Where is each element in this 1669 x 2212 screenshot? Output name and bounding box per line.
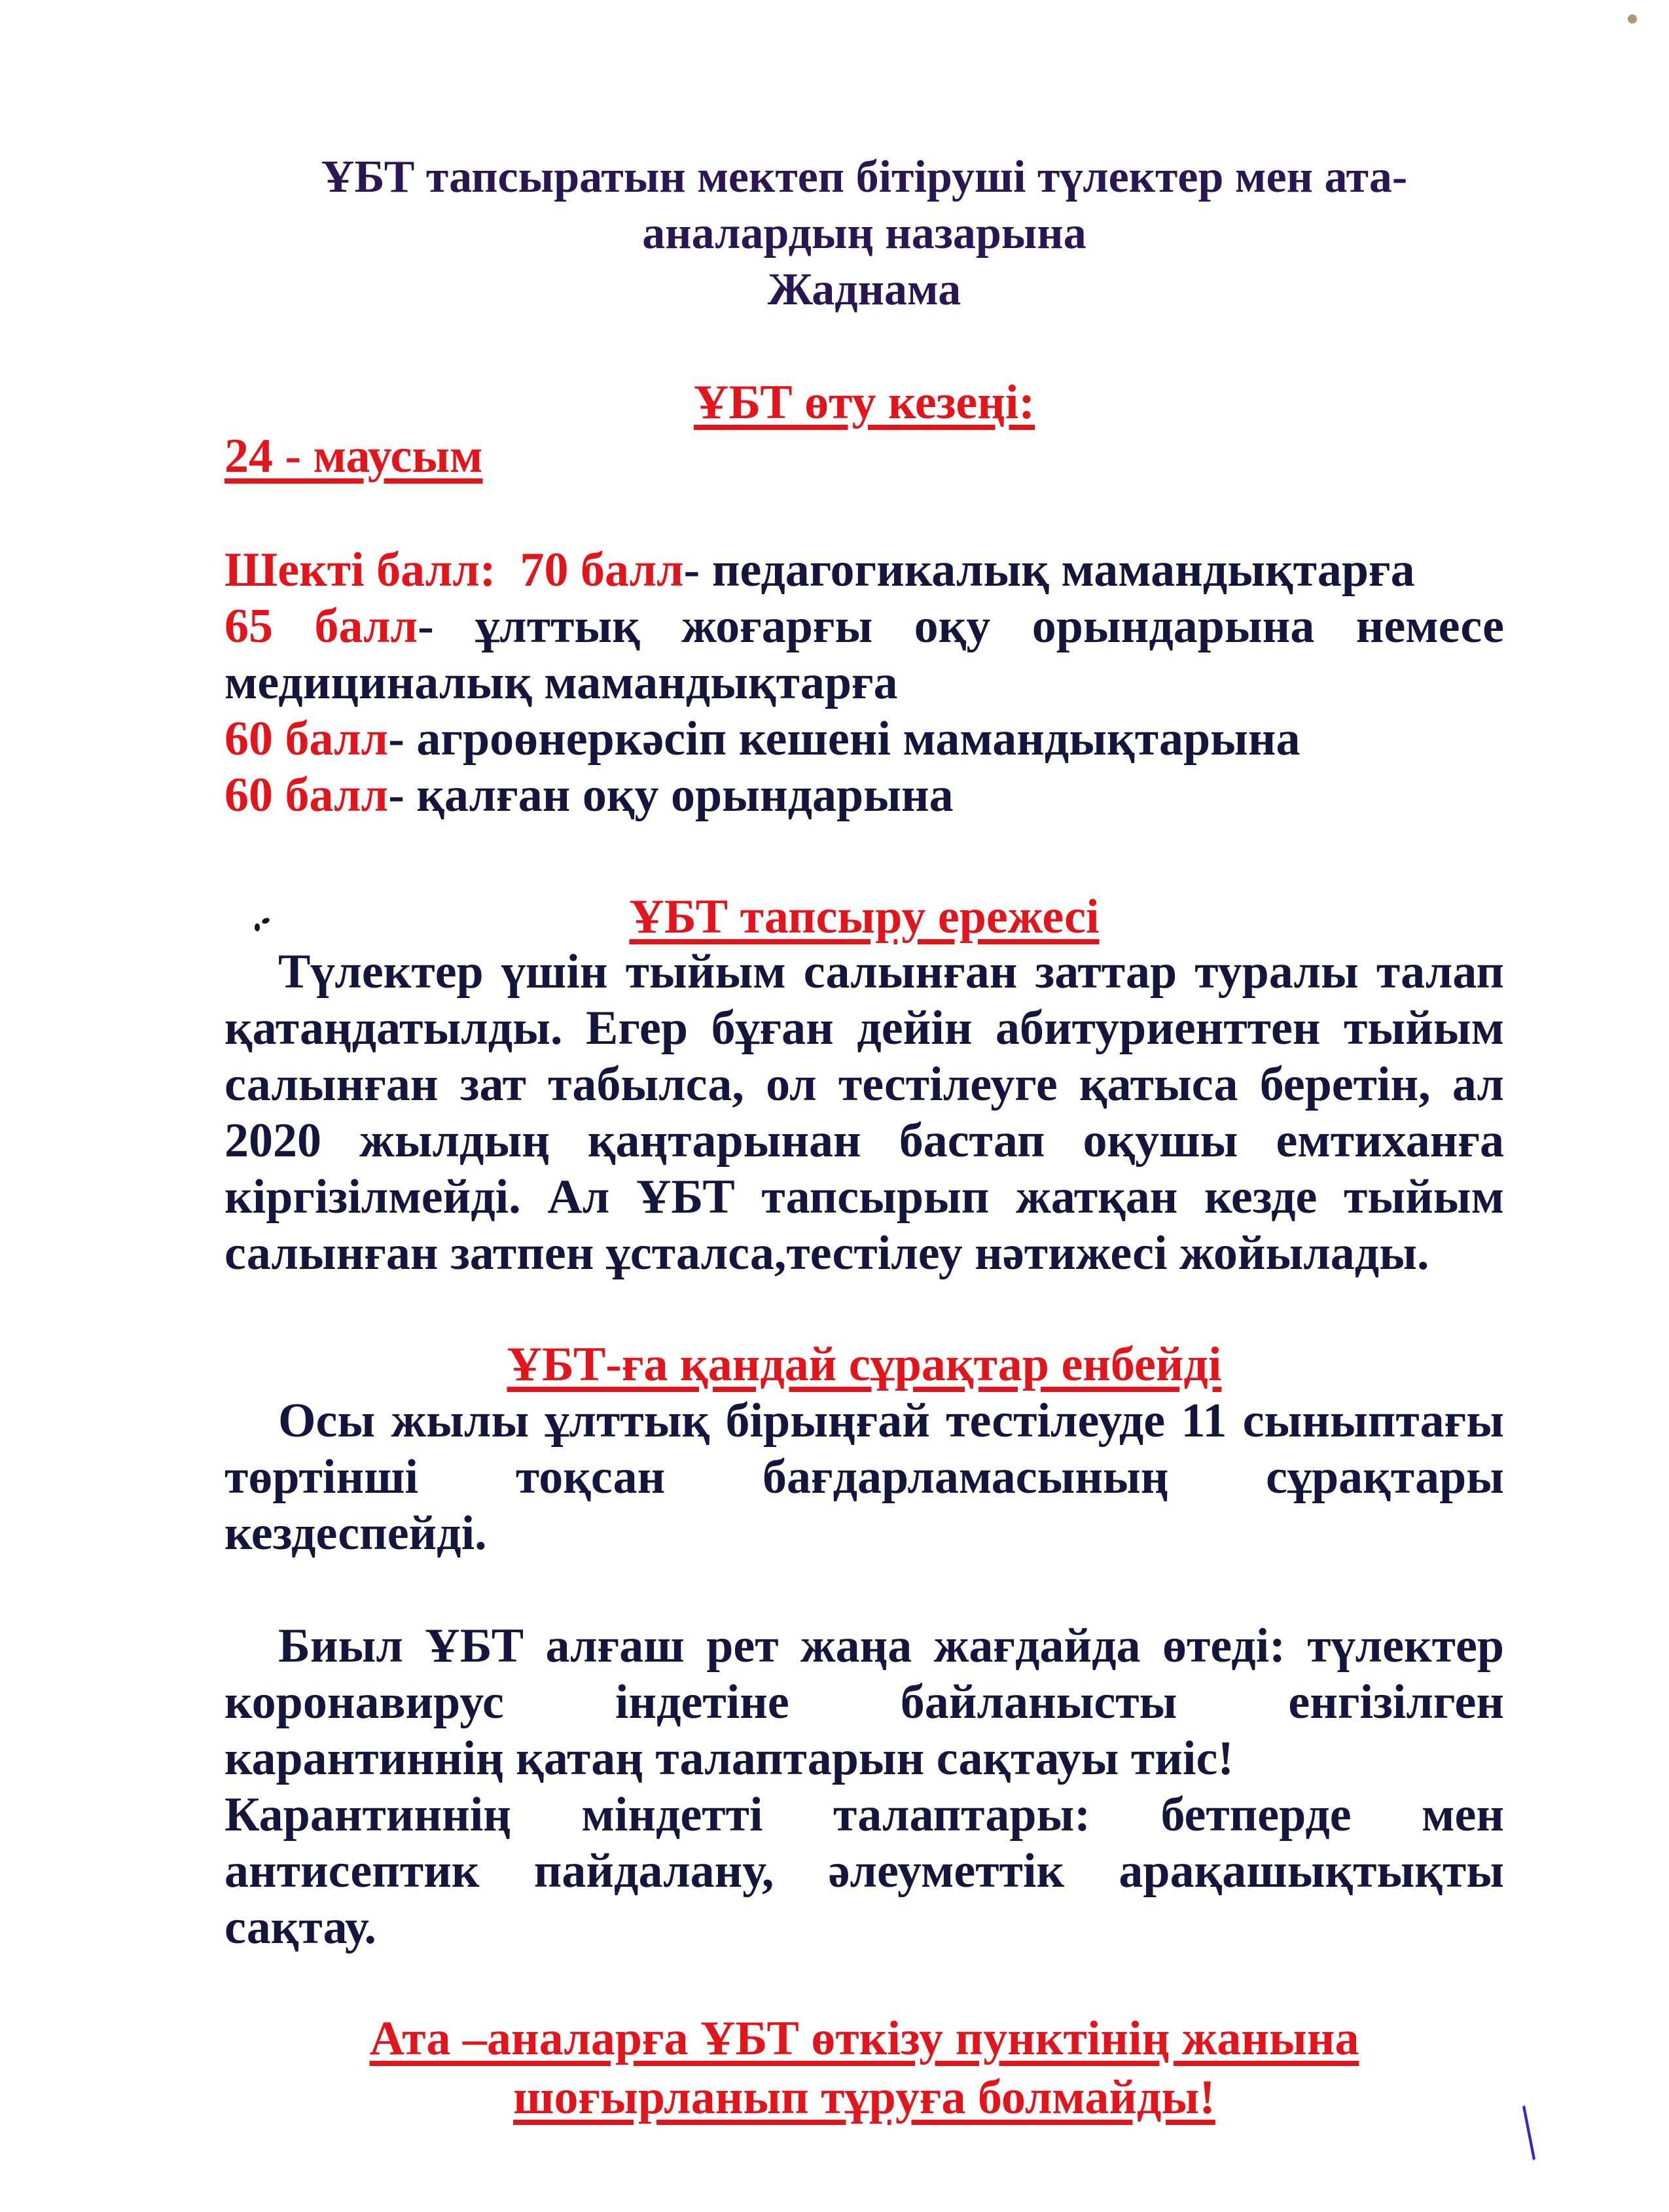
quarantine-line: Карантиннің міндетті талаптары: бетперде мен <box>224 1788 1504 1842</box>
threshold-line-1: Шекті балл: 70 балл- педагогикалық мамандықтарға <box>224 543 1415 597</box>
threshold-line-5: 60 балл- қалған оқу орындарына <box>224 768 954 822</box>
threshold-text: қалған оқу орындарына <box>416 768 954 822</box>
threshold-text: агроөнеркәсіп кешені мамандықтарына <box>416 712 1301 766</box>
warning-line-2-text: шоғырланып тұруға болмайды! <box>513 2071 1215 2124</box>
quarantine-line: карантиннің қатаң талаптарын сақтауы тиіс! <box>224 1732 1234 1785</box>
rules-line: 2020 жылдың қаңтарынан бастап оқушы емтиханға <box>224 1114 1504 1168</box>
period-heading-text: ҰБТ өту кезеңі: <box>693 376 1035 429</box>
threshold-score: 70 балл <box>520 543 684 597</box>
rules-line: кіргізілмейді. Ал ҰБТ тапсырып жатқан кезде тыйым <box>224 1170 1504 1224</box>
warning-line-2 <box>224 2068 1504 2127</box>
quarantine-line: коронавирус індетіне байланысты енгізілген <box>224 1675 1504 1729</box>
threshold-score: 60 балл <box>224 768 389 822</box>
threshold-score: 65 балл <box>224 599 418 653</box>
warning-line-1-text: Ата –аналарға ҰБТ өткізу пунктінің жанына <box>369 2012 1359 2065</box>
period-date <box>224 427 1504 486</box>
questions-line: Осы жылы ұлттық бірыңғай тестілеуде 11 сыныптағы <box>278 1394 1504 1448</box>
threshold-text: педагогикалық мамандықтарға <box>711 543 1415 597</box>
threshold-score: 60 балл <box>224 712 389 766</box>
quarantine-line: Биыл ҰБТ алғаш рет жаңа жағдайда өтеді: түлектер <box>278 1619 1504 1673</box>
threshold-line-3: медициналық мамандықтарға <box>224 656 898 709</box>
quarantine-line: антисептик пайдалану, әлеуметтік арақашықтықты <box>224 1844 1504 1898</box>
title-line-2: аналардың назарына <box>642 208 1086 259</box>
threshold-label: Шекті балл: <box>224 543 496 597</box>
rules-line: қатаңдатылды. Егер бұған дейін абитуриенттен тыйым <box>224 1001 1504 1055</box>
period-heading <box>224 373 1504 432</box>
rules-heading <box>224 887 1504 946</box>
threshold-line-2: 65 балл- ұлттық жоғарғы оқу орындарына немесе <box>224 599 1504 653</box>
questions-line: төртінші тоқсан бағдарламасының сұрақтары <box>224 1450 1504 1504</box>
questions-heading <box>224 1335 1504 1394</box>
title-line-1: ҰБТ тапсыратын мектеп бітіруші түлектер мен ата- <box>321 152 1408 202</box>
scan-dust-spot <box>1628 14 1637 24</box>
questions-heading-text: ҰБТ-ға қандай сұрақтар енбейді <box>507 1338 1222 1391</box>
warning-line-1 <box>224 2009 1504 2068</box>
rules-heading-text: ҰБТ тапсыру ережесі <box>629 890 1100 944</box>
title-line-3: Жаднама <box>767 264 961 315</box>
questions-line: кездеспейді. <box>224 1507 487 1560</box>
pen-stroke-mark <box>1518 2104 1545 2169</box>
threshold-text: ұлттық жоғарғы оқу орындарына немесе <box>475 599 1504 653</box>
rules-line: салынған зат табылса, ол тестілеуге қатыса беретін, ал <box>224 1058 1504 1111</box>
rules-line: салынған затпен ұсталса,тестілеу нәтижесі жойылады. <box>224 1226 1429 1280</box>
rules-line: Түлектер үшін тыйым салынған заттар туралы талап <box>278 945 1504 999</box>
quarantine-line: сақтау. <box>224 1900 376 1954</box>
period-date-text: 24 - маусым <box>224 429 483 483</box>
threshold-line-4: 60 балл- агроөнеркәсіп кешені мамандықтарына <box>224 712 1301 766</box>
